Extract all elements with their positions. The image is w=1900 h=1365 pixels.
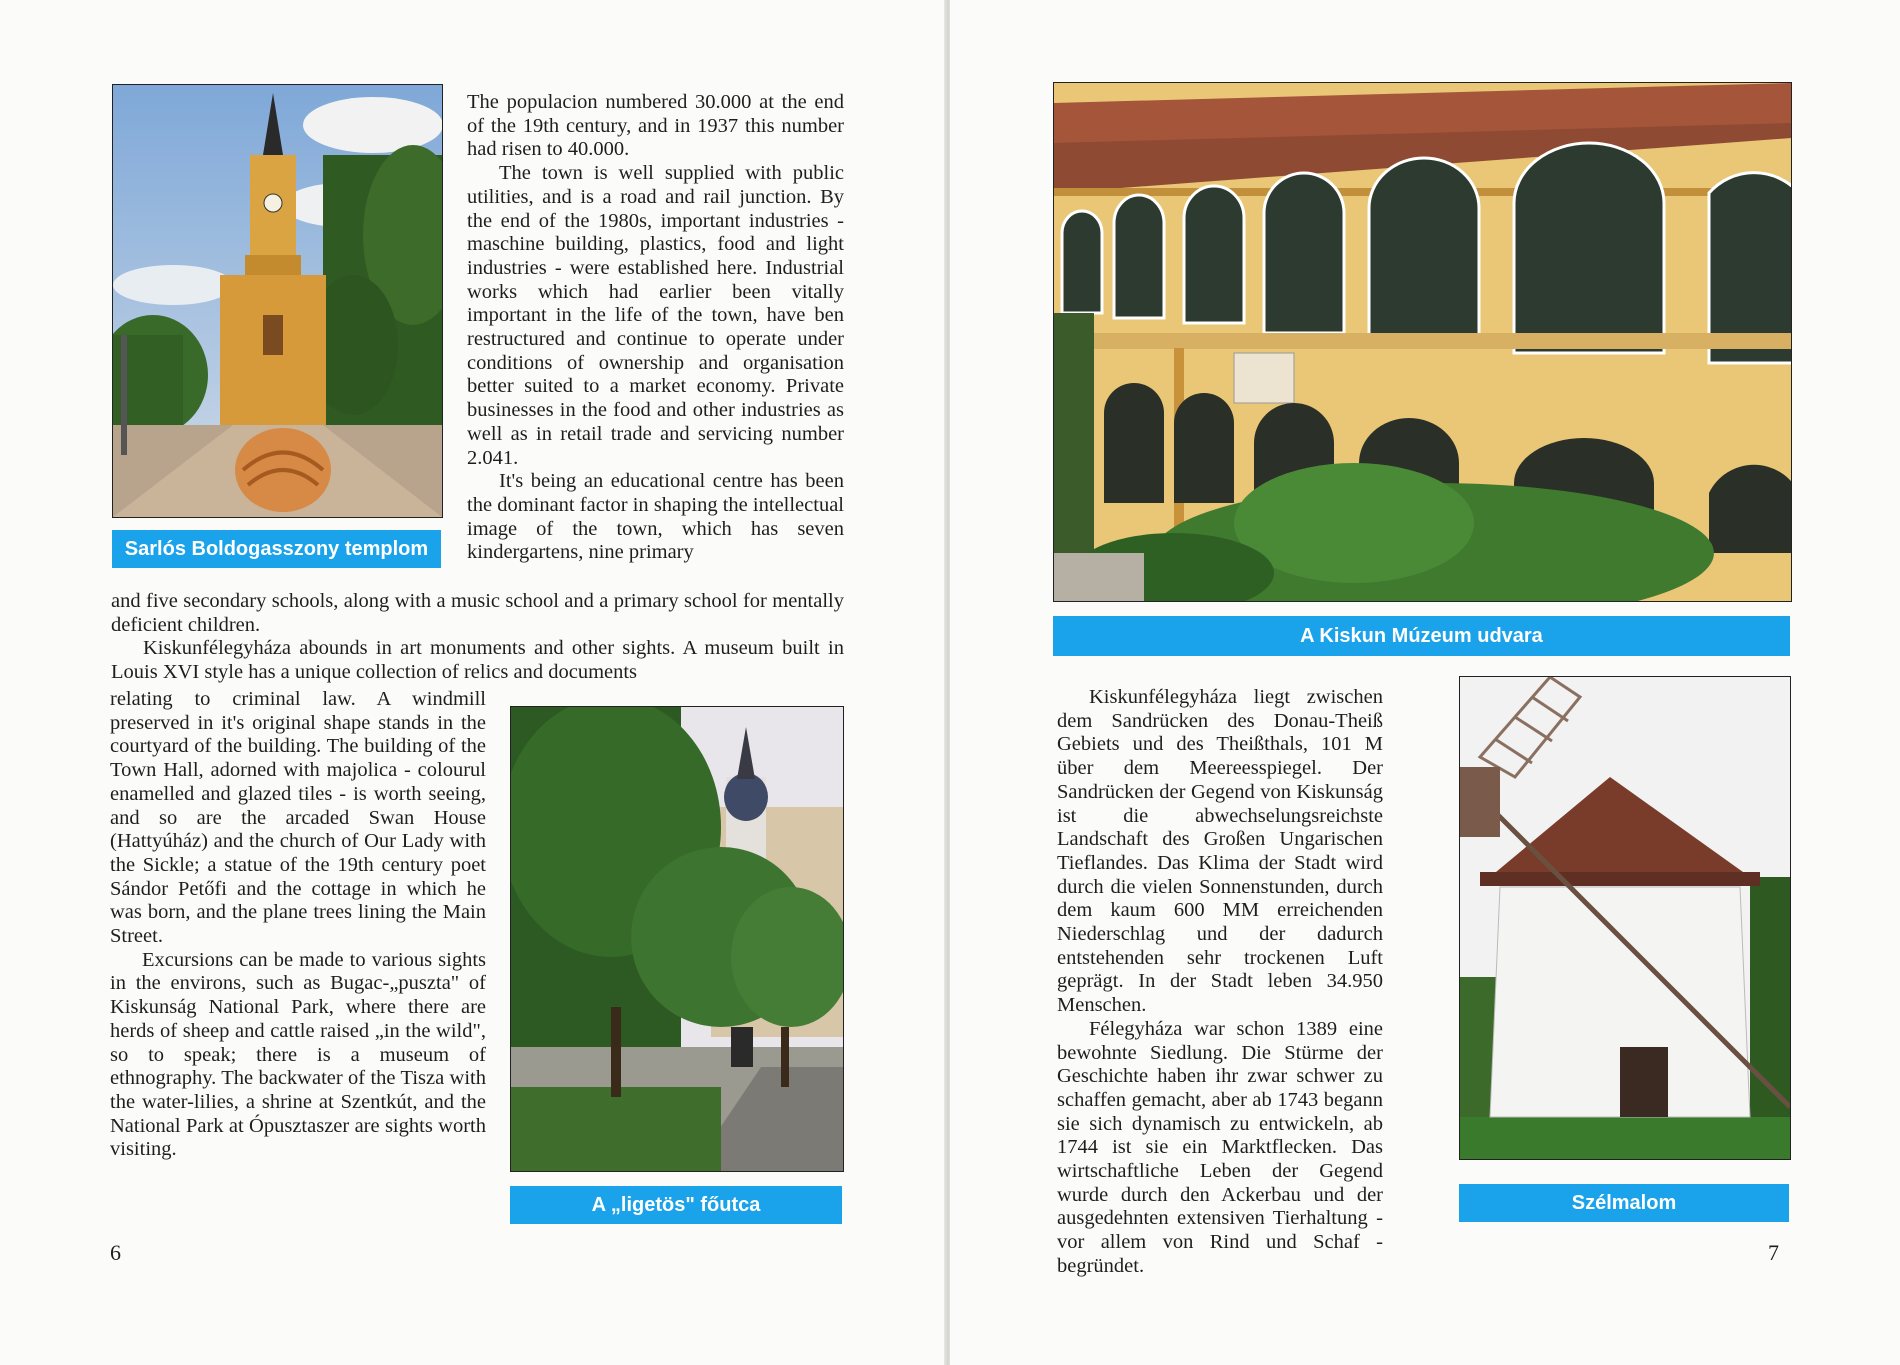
paragraph: Kiskunfélegyháza liegt zwischen dem Sandrücken des Donau-Theiß Gebiets und des Theißthals, 101 M über dem Meereesspiegel. Der Sandrücken der Gegend von Kiskunság ist die abwechselungsreichste Landschaft des Großen Ungarischen Tieflandes. Das Klima der Stadt wird durch die vielen Sonnenstunden, durch dem kaum 600 MM erreichenden Niederschlag und der dadurch entstehenden sehr trockenen Luft geprägt. In der Stadt leben 34.950 Menschen. (1057, 686, 1383, 1017)
page-number: 6 (110, 1240, 121, 1265)
windmill-caption: Szélmalom (1459, 1184, 1789, 1222)
paragraph: The town is well supplied with public utilities, and is a road and rail junction. By the end of the 1980s, important industries - maschine building, plastics, food and light industries - were established here. Industrial works which had earlier been vitally important in the life of the town, have ben restructured and continue to operate under conditions of ownership and organisation better suited to a market economy. Private businesses in the food and other industries as well as in retail trade and servicing number 2.041. (467, 162, 844, 469)
left-text-fullwidth (111, 590, 844, 685)
museum-photo (1053, 82, 1792, 602)
church-caption: Sarlós Boldogasszony templom (112, 530, 441, 568)
paragraph: relating to criminal law. A windmill preserved in it's original shape stands in the courtyard of the building. The building of the Town Hall, adorned with majolica - colourul enamelled and glazed tiles - is worth seeing, and so are the arcaded Swan House (Hattyúház) and the church of Our Lady with the Sickle; a statue of the 19th century poet Sándor Petőfi and the cottage in which he was born, and the plane trees lining the Main Street. (110, 688, 486, 948)
paragraph: Excursions can be made to various sights in the environs, such as Bugac-„puszta" of Kiskunság National Park, where there are herds of sheep and cattle raised „in the wild", so to speak; there is a museum of ethnography. The backwater of the Tisza with the water-lilies, a shrine at Szentkút, and the National Park at Ópusztaszer are sights worth visiting. (110, 948, 486, 1161)
museum-caption: A Kiskun Múzeum udvara (1053, 616, 1790, 656)
church-photo (112, 84, 443, 518)
left-text-column-bottom (110, 688, 486, 1162)
paragraph: Félegyháza war schon 1389 eine bewohnte Siedlung. Die Stürme der Geschichte haben ihr zwar schwer zu schaffen gemacht, aber ab 1743 begann sie sich dynamisch zu entwickeln, ab 1744 ist sie ein Marktflecken. Das wirtschaftliche Leben der Gegend wurde durch den Ackerbau und der ausgedehnten extensiven Tierhaltung - vor allem von Rind und Schaf - begründet. (1057, 1017, 1383, 1277)
paragraph: It's being an educational centre has been the dominant factor in shaping the intellectual image of the town, which has seven kindergartens, nine primary (467, 470, 844, 564)
right-text-column (1057, 686, 1383, 1279)
left-text-column-top (467, 91, 844, 565)
paragraph: Kiskunfélegyháza abounds in art monuments and other sights. A museum built in Louis XVI style has a unique collection of relics and documents (111, 637, 844, 684)
windmill-photo (1459, 676, 1791, 1160)
page-number: 7 (1768, 1240, 1779, 1265)
paragraph: and five secondary schools, along with a music school and a primary school for mentally deficient children. (111, 590, 844, 636)
street-caption: A „ligetös" főutca (510, 1186, 842, 1224)
right-page (950, 0, 1900, 1365)
paragraph: The populacion numbered 30.000 at the end of the 19th century, and in 1937 this number had risen to 40.000. (467, 91, 844, 161)
left-page (0, 0, 946, 1365)
street-photo (510, 706, 844, 1172)
